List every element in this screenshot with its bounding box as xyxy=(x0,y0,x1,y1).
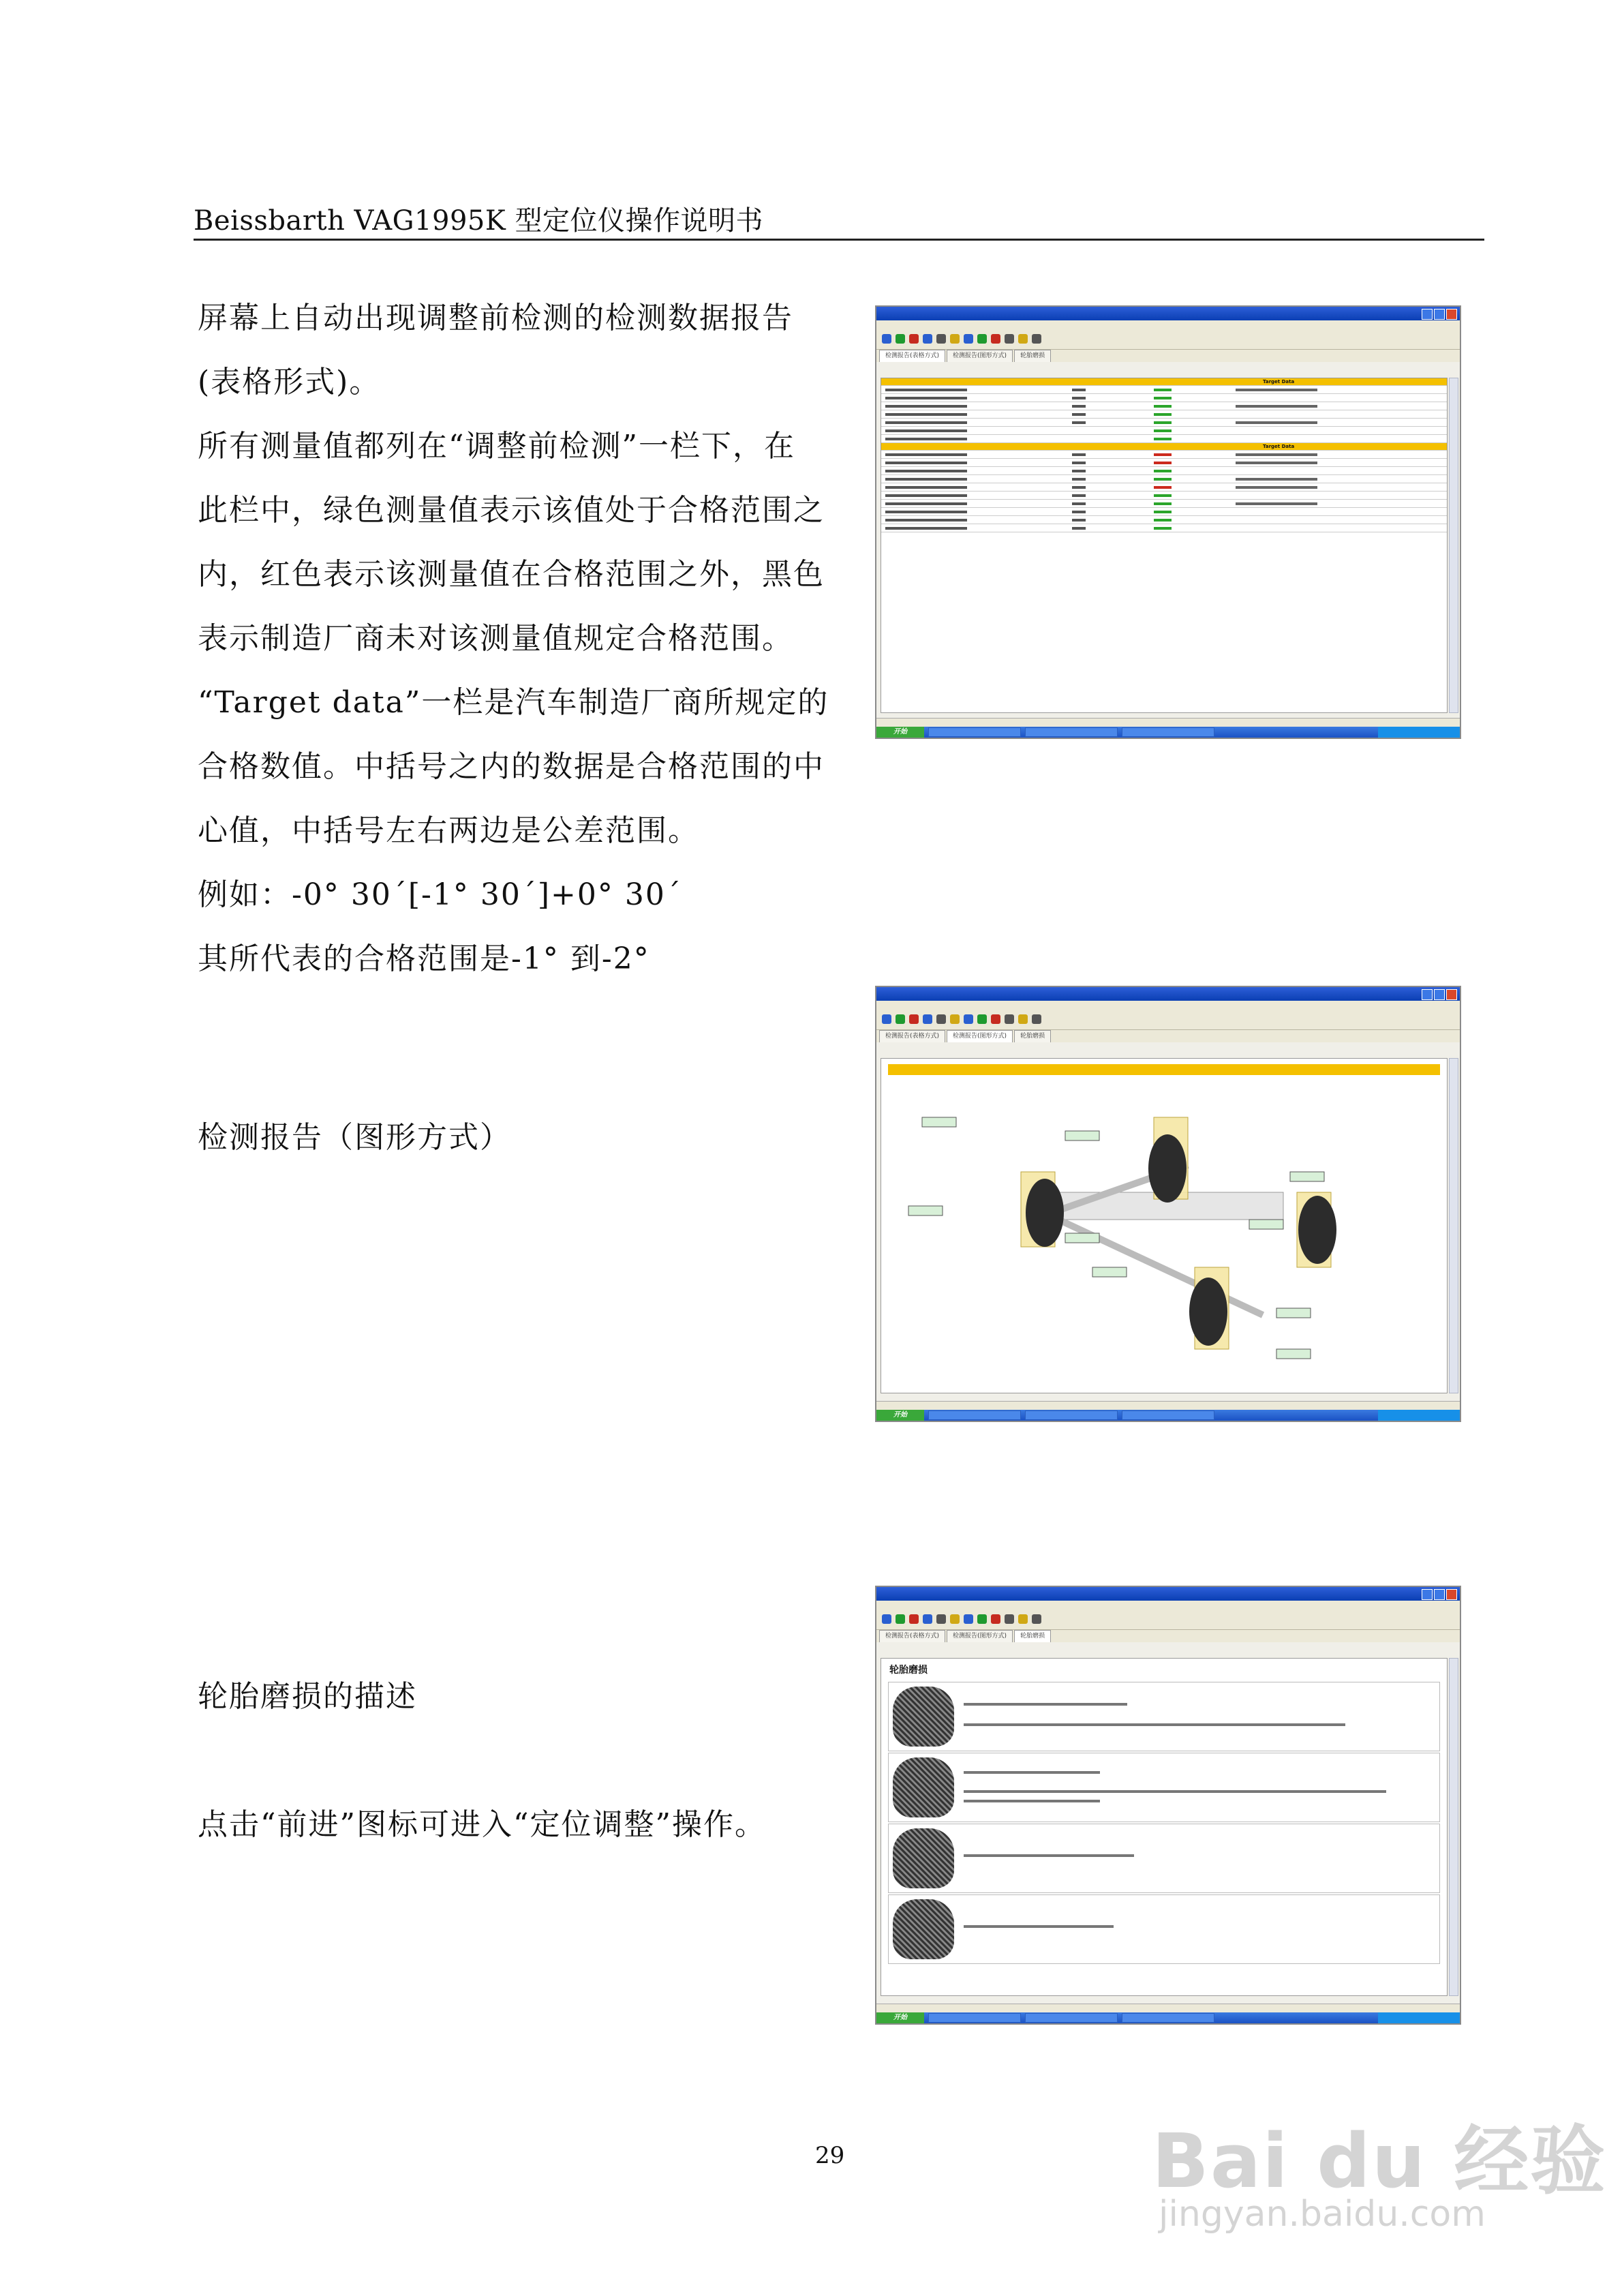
go-icon[interactable] xyxy=(977,1614,987,1624)
settings-icon[interactable] xyxy=(1018,1014,1028,1024)
tire-tread-image xyxy=(893,1757,954,1817)
system-tray xyxy=(1378,1410,1460,1421)
status-bar xyxy=(876,718,1460,727)
example-line: 例如：-0° 30´[-1° 30´]+0° 30´ xyxy=(198,877,682,912)
measurement-label xyxy=(1065,1233,1099,1243)
table-row xyxy=(881,427,1447,435)
taskbar-item[interactable] xyxy=(928,1410,1021,1420)
tire-wear-heading: 轮胎磨损 xyxy=(889,1665,928,1676)
status-bar xyxy=(876,2004,1460,2012)
minimize-icon[interactable] xyxy=(1422,309,1433,320)
menu-bar[interactable] xyxy=(876,320,1460,329)
taskbar-item[interactable] xyxy=(1025,1410,1118,1420)
tab-table-report[interactable]: 检测报告(表格方式) xyxy=(879,1030,945,1042)
start-button[interactable]: 开始 xyxy=(876,2012,924,2023)
vehicle-axle-diagram xyxy=(881,1076,1440,1390)
tire-tread-image xyxy=(893,1828,954,1888)
text-line: 合格数值。中括号之内的数据是合格范围的中 xyxy=(198,749,825,784)
table-row xyxy=(881,386,1447,394)
report-icon[interactable] xyxy=(950,1014,960,1024)
front-left-tire xyxy=(1026,1179,1064,1247)
table-row xyxy=(881,500,1447,508)
table-row xyxy=(881,402,1447,410)
taskbar-item[interactable] xyxy=(1122,2013,1214,2023)
rear-left-tire xyxy=(1189,1278,1227,1346)
print-icon[interactable] xyxy=(936,1614,946,1624)
back-icon[interactable] xyxy=(882,1614,891,1624)
graphic-view xyxy=(881,1058,1448,1393)
chart-icon[interactable] xyxy=(964,334,973,344)
forward-instruction xyxy=(198,1793,852,1857)
go-icon[interactable] xyxy=(977,1014,987,1024)
minimize-icon[interactable] xyxy=(1422,1589,1433,1600)
tire-wear-caption xyxy=(198,1665,852,1729)
help-icon[interactable] xyxy=(1032,1014,1041,1024)
page-number: 29 xyxy=(815,2142,845,2169)
tire-wear-label: 轮胎磨损的描述 xyxy=(198,1679,417,1714)
table-row xyxy=(881,410,1447,419)
tab-tire-wear[interactable]: 轮胎磨损 xyxy=(1014,1030,1051,1042)
tire-wear-item xyxy=(888,1824,1440,1893)
stop-icon[interactable] xyxy=(909,1614,919,1624)
tab-graphic-report[interactable]: 检测报告(图形方式) xyxy=(947,1030,1013,1042)
print-icon[interactable] xyxy=(936,1014,946,1024)
forward-icon[interactable] xyxy=(896,334,905,344)
table-row xyxy=(881,492,1447,500)
back-icon[interactable] xyxy=(882,334,891,344)
tire-tread-image xyxy=(893,1687,954,1747)
report-icon[interactable] xyxy=(950,334,960,344)
text-line: 此栏中，绿色测量值表示该值处于合格范围之 xyxy=(198,493,825,528)
text-line: 心值，中括号左右两边是公差范围。 xyxy=(198,813,699,848)
chart-icon[interactable] xyxy=(964,1614,973,1624)
maximize-icon[interactable] xyxy=(1434,309,1445,320)
record-icon[interactable] xyxy=(991,1614,1000,1624)
text-line: “Target data”一栏是汽车制造厂商所规定的 xyxy=(198,685,829,720)
table-row xyxy=(881,435,1447,443)
tab-strip xyxy=(876,1630,1460,1642)
taskbar-item[interactable] xyxy=(1122,1410,1214,1420)
go-icon[interactable] xyxy=(977,334,987,344)
window-titlebar xyxy=(876,987,1460,1001)
close-icon[interactable] xyxy=(1446,309,1457,320)
help-icon[interactable] xyxy=(1032,1614,1041,1624)
table-row xyxy=(881,467,1447,475)
settings-icon[interactable] xyxy=(1018,334,1028,344)
system-tray xyxy=(1378,727,1460,738)
rear-right-tire xyxy=(1298,1196,1336,1264)
table-row xyxy=(881,394,1447,402)
status-bar xyxy=(876,1401,1460,1410)
measurement-label xyxy=(1065,1131,1099,1141)
back-icon[interactable] xyxy=(882,1014,891,1024)
forward-icon[interactable] xyxy=(896,1614,905,1624)
maximize-icon[interactable] xyxy=(1434,989,1445,1000)
toolbar xyxy=(876,1609,1460,1630)
tool-icon[interactable] xyxy=(1005,1014,1014,1024)
taskbar-item[interactable] xyxy=(928,727,1021,737)
taskbar-item[interactable] xyxy=(928,2013,1021,2023)
measurement-label xyxy=(908,1206,943,1215)
screenshot-graphic-report xyxy=(875,986,1461,1422)
measurement-label xyxy=(1276,1308,1311,1318)
target-data-header: Target Data xyxy=(1263,379,1295,384)
info-icon[interactable] xyxy=(923,1614,932,1624)
screenshot-tire-wear xyxy=(875,1586,1461,2025)
stop-icon[interactable] xyxy=(909,1014,919,1024)
measurement-label xyxy=(922,1117,956,1127)
info-icon[interactable] xyxy=(923,334,932,344)
measurement-label xyxy=(1092,1267,1127,1277)
close-icon[interactable] xyxy=(1446,1589,1457,1600)
info-icon[interactable] xyxy=(923,1014,932,1024)
taskbar-item[interactable] xyxy=(1025,727,1118,737)
table-row xyxy=(881,524,1447,532)
minimize-icon[interactable] xyxy=(1422,989,1433,1000)
graphic-report-label: 检测报告（图形方式） xyxy=(198,1120,511,1155)
start-button[interactable]: 开始 xyxy=(876,727,924,738)
report-description xyxy=(198,286,852,991)
text-line: 屏幕上自动出现调整前检测的检测数据报告 xyxy=(198,301,793,335)
tab-strip xyxy=(876,350,1460,362)
tire-wear-panel xyxy=(881,1658,1448,1996)
stop-icon[interactable] xyxy=(909,334,919,344)
start-button[interactable]: 开始 xyxy=(876,1410,924,1421)
graphic-header-bar xyxy=(888,1064,1440,1075)
system-tray xyxy=(1378,2012,1460,2023)
tab-tire-wear[interactable]: 轮胎磨损 xyxy=(1014,350,1051,362)
window-titlebar xyxy=(876,307,1460,320)
tab-graphic-report[interactable]: 检测报告(图形方式) xyxy=(947,350,1013,362)
taskbar xyxy=(876,727,1460,738)
tire-tread-image xyxy=(893,1899,954,1959)
tire-wear-item xyxy=(888,1894,1440,1964)
report-icon[interactable] xyxy=(950,1614,960,1624)
vertical-scrollbar[interactable] xyxy=(1449,1058,1458,1393)
text-line: 所有测量值都列在“调整前检测”一栏下，在 xyxy=(198,429,795,464)
record-icon[interactable] xyxy=(991,334,1000,344)
tab-tire-wear[interactable]: 轮胎磨损 xyxy=(1014,1630,1051,1642)
table-row xyxy=(881,475,1447,483)
tab-strip xyxy=(876,1030,1460,1042)
tire-wear-item xyxy=(888,1753,1440,1822)
tool-icon[interactable] xyxy=(1005,334,1014,344)
range-line: 其所代表的合格范围是-1° 到-2° xyxy=(198,941,650,976)
graphic-report-caption xyxy=(198,1106,852,1170)
document-header-title: Beissbarth VAG1995K 型定位仪操作说明书 xyxy=(194,205,763,237)
record-icon[interactable] xyxy=(991,1014,1000,1024)
menu-bar[interactable] xyxy=(876,1001,1460,1009)
watermark-logo: Bai du 经验 xyxy=(1152,2117,1607,2205)
header-divider xyxy=(194,239,1484,241)
report-header-row xyxy=(881,443,1447,451)
menu-bar[interactable] xyxy=(876,1601,1460,1609)
help-icon[interactable] xyxy=(1032,334,1041,344)
watermark-url: jingyan.baidu.com xyxy=(1159,2194,1486,2235)
window-titlebar xyxy=(876,1587,1460,1601)
taskbar xyxy=(876,2012,1460,2023)
measurement-label xyxy=(1276,1349,1311,1359)
toolbar xyxy=(876,329,1460,350)
vertical-scrollbar[interactable] xyxy=(1449,1658,1458,1996)
forward-icon[interactable] xyxy=(896,1014,905,1024)
measurement-label xyxy=(1249,1220,1283,1229)
tab-table-report[interactable]: 检测报告(表格方式) xyxy=(879,350,945,362)
table-row xyxy=(881,516,1447,524)
table-row xyxy=(881,459,1447,467)
measurement-label xyxy=(1290,1172,1324,1181)
tab-graphic-report[interactable]: 检测报告(图形方式) xyxy=(947,1630,1013,1642)
front-right-tire xyxy=(1148,1134,1187,1203)
settings-icon[interactable] xyxy=(1018,1614,1028,1624)
taskbar-item[interactable] xyxy=(1025,2013,1118,2023)
screenshot-table-report xyxy=(875,305,1461,739)
taskbar-item[interactable] xyxy=(1122,727,1214,737)
text-line: (表格形式)。 xyxy=(198,365,381,399)
forward-line: 点击“前进”图标可进入“定位调整”操作。 xyxy=(198,1807,766,1842)
taskbar xyxy=(876,1410,1460,1421)
chart-icon[interactable] xyxy=(964,1014,973,1024)
close-icon[interactable] xyxy=(1446,989,1457,1000)
target-data-header: Target Data xyxy=(1263,444,1295,449)
text-line: 内，红色表示该测量值在合格范围之外，黑色 xyxy=(198,557,825,592)
table-row xyxy=(881,419,1447,427)
tire-wear-item xyxy=(888,1682,1440,1751)
tab-table-report[interactable]: 检测报告(表格方式) xyxy=(879,1630,945,1642)
text-line: 表示制造厂商未对该测量值规定合格范围。 xyxy=(198,621,793,656)
table-row xyxy=(881,451,1447,459)
maximize-icon[interactable] xyxy=(1434,1589,1445,1600)
table-row xyxy=(881,483,1447,492)
print-icon[interactable] xyxy=(936,334,946,344)
table-row xyxy=(881,508,1447,516)
tool-icon[interactable] xyxy=(1005,1614,1014,1624)
report-header-row xyxy=(881,378,1447,386)
vertical-scrollbar[interactable] xyxy=(1449,378,1458,713)
report-table xyxy=(881,378,1448,713)
toolbar xyxy=(876,1009,1460,1030)
